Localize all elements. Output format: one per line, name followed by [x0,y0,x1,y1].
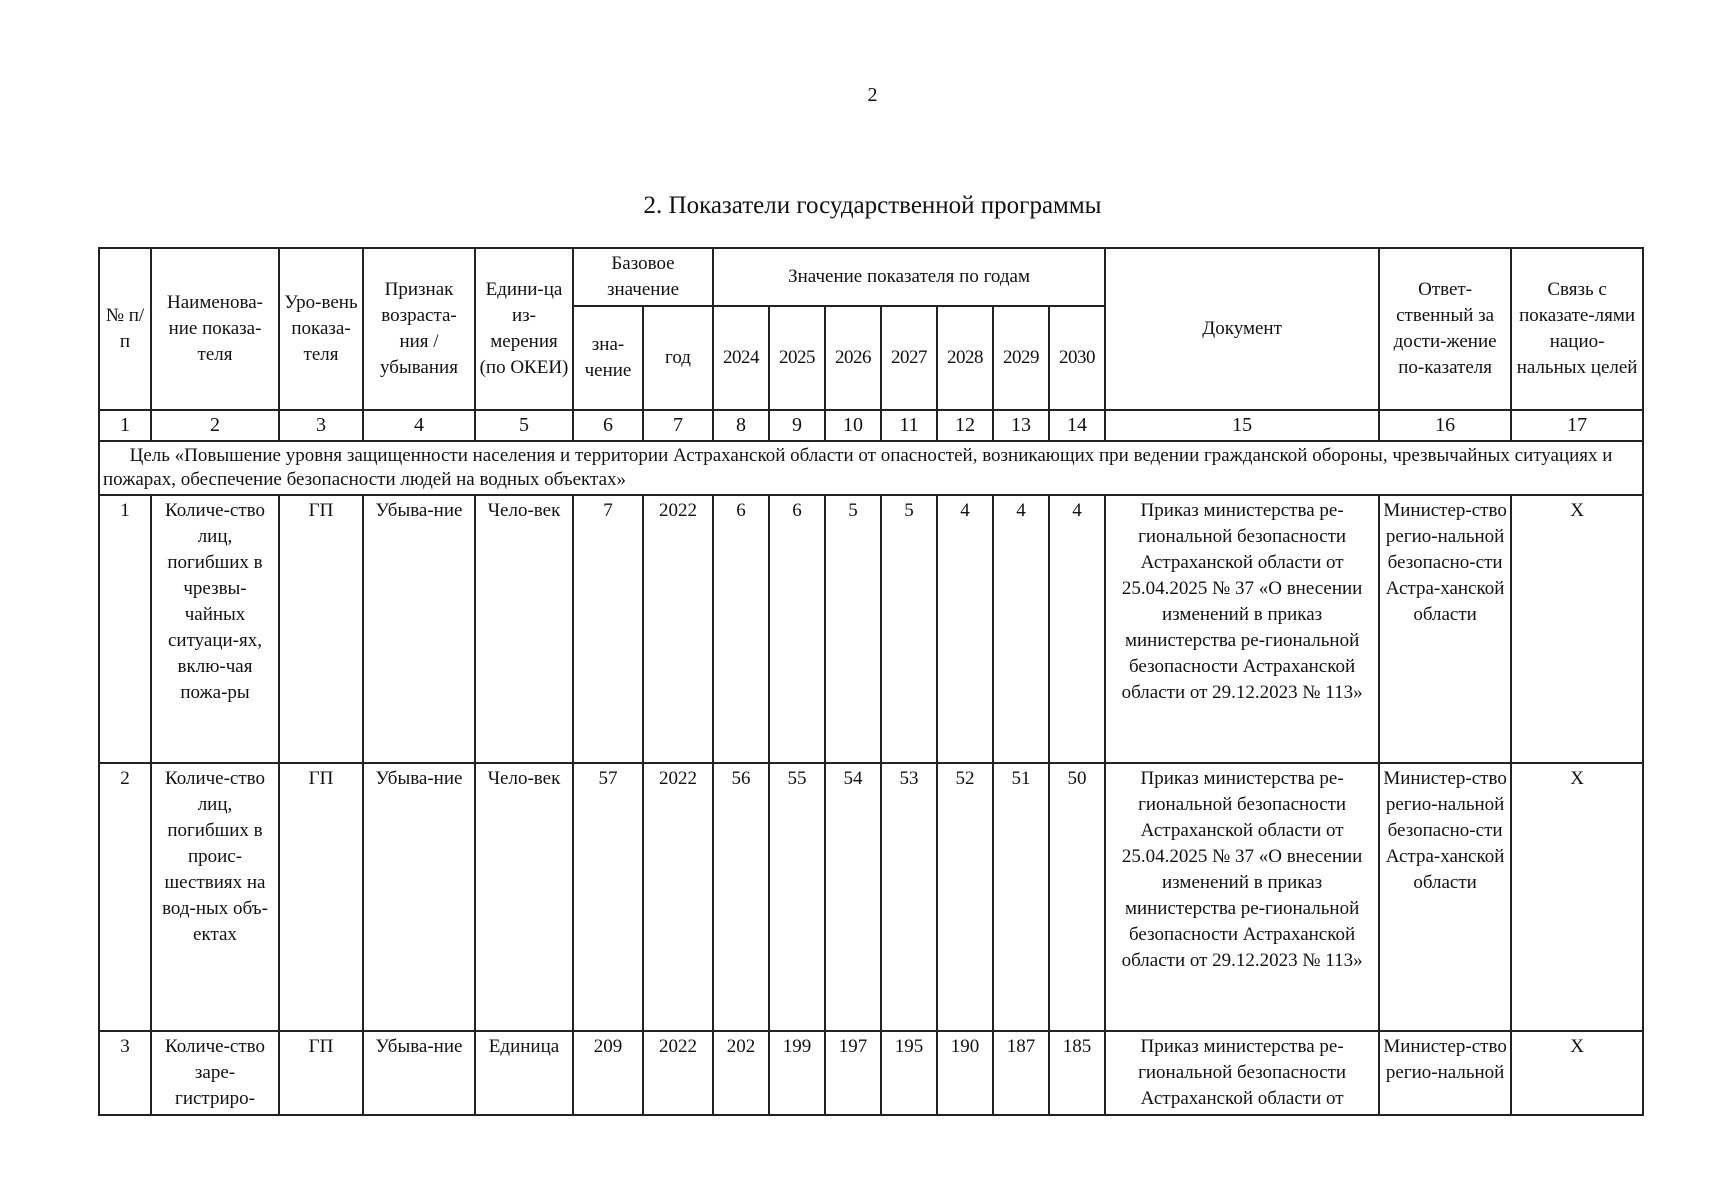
national-goal-link: X [1511,1031,1643,1115]
column-number: 15 [1105,410,1379,441]
year-value: 5 [825,495,881,763]
page-title: 2. Показатели государственной программы [643,192,1102,219]
col-header-by-years: Значение показателя по годам [713,248,1105,306]
year-value: 53 [881,763,937,1031]
national-goal-link: X [1511,763,1643,1031]
column-number: 13 [993,410,1049,441]
indicators-table [98,247,1644,1116]
header-row-1 [99,248,1643,306]
indicator-unit: Единица [475,1031,573,1115]
indicator-level: ГП [279,1031,363,1115]
row-number: 3 [99,1031,151,1115]
col-header-base-value: зна-чение [573,306,643,410]
table-row [99,763,1643,1031]
col-header-name: Наименова-ние показа-теля [151,248,279,410]
indicator-name: Количе-ство лиц, погибших в проис-шествиях на вод-ных объ-ектах [151,763,279,1031]
col-header-year: 2029 [993,306,1049,410]
column-number: 2 [151,410,279,441]
year-value: 55 [769,763,825,1031]
col-header-level: Уро-вень показа-теля [279,248,363,410]
year-value: 6 [769,495,825,763]
column-number: 3 [279,410,363,441]
col-header-trend: Признак возраста-ния / убывания [363,248,475,410]
year-value: 199 [769,1031,825,1115]
col-header-year: 2027 [881,306,937,410]
year-value: 51 [993,763,1049,1031]
year-value: 50 [1049,763,1105,1031]
year-value: 190 [937,1031,993,1115]
column-number: 12 [937,410,993,441]
indicator-unit: Чело-век [475,495,573,763]
column-number: 14 [1049,410,1105,441]
col-header-responsible: Ответ-ственный за дости-жение по-казателя [1379,248,1511,410]
indicator-name: Количе-ство заре-гистриро- [151,1031,279,1115]
col-header-year: 2026 [825,306,881,410]
column-number: 7 [643,410,713,441]
goal-row [99,441,1643,495]
indicator-trend: Убыва-ние [363,763,475,1031]
year-value: 5 [881,495,937,763]
base-year: 2022 [643,1031,713,1115]
column-number: 9 [769,410,825,441]
base-value: 57 [573,763,643,1031]
col-header-base: Базовое значение [573,248,713,306]
row-number: 1 [99,495,151,763]
year-value: 6 [713,495,769,763]
responsible-body: Министер-ство регио-нальной безопасно-сти Астра-ханской области [1379,495,1511,763]
base-value: 7 [573,495,643,763]
col-header-year: 2025 [769,306,825,410]
page-number: 2 [867,84,878,106]
goal-text: Цель «Повышение уровня защищенности населения и территории Астраханской области от опасностей, возникающих при ведении гражданской обороны, чрезвычайных ситуациях и пожарах, обеспечение безопасности людей на водных объектах» [99,441,1643,495]
year-value: 4 [1049,495,1105,763]
year-value: 52 [937,763,993,1031]
col-header-year: 2028 [937,306,993,410]
indicator-level: ГП [279,495,363,763]
year-value: 187 [993,1031,1049,1115]
col-header-unit: Едини-ца из-мерения (по ОКЕИ) [475,248,573,410]
column-number: 17 [1511,410,1643,441]
document-reference: Приказ министерства ре-гиональной безопасности Астраханской области от 25.04.2025 № 37 «О внесении изменений в приказ министерства ре-гиональной безопасности Астраханской области от 29.12.2023 № 113» [1105,763,1379,1031]
responsible-body: Министер-ство регио-нальной [1379,1031,1511,1115]
row-number: 2 [99,763,151,1031]
indicator-trend: Убыва-ние [363,1031,475,1115]
column-number: 5 [475,410,573,441]
document-reference: Приказ министерства ре-гиональной безопасности Астраханской области от 25.04.2025 № 37 «О внесении изменений в приказ министерства ре-гиональной безопасности Астраханской области от 29.12.2023 № 113» [1105,495,1379,763]
indicator-unit: Чело-век [475,763,573,1031]
table-row [99,495,1643,763]
col-header-base-year: год [643,306,713,410]
indicator-level: ГП [279,763,363,1031]
indicator-trend: Убыва-ние [363,495,475,763]
col-header-year: 2024 [713,306,769,410]
col-header-year: 2030 [1049,306,1105,410]
year-value: 56 [713,763,769,1031]
year-value: 4 [937,495,993,763]
year-value: 202 [713,1031,769,1115]
year-value: 4 [993,495,1049,763]
column-number: 16 [1379,410,1511,441]
column-number: 8 [713,410,769,441]
column-number: 1 [99,410,151,441]
indicator-name: Количе-ство лиц, погибших в чрезвы-чайных ситуаци-ях, вклю-чая пожа-ры [151,495,279,763]
column-number: 11 [881,410,937,441]
base-year: 2022 [643,763,713,1031]
column-number: 10 [825,410,881,441]
table-row [99,1031,1643,1115]
base-value: 209 [573,1031,643,1115]
column-numbers-row [99,410,1643,441]
col-header-link: Связь с показате-лями нацио-нальных целей [1511,248,1643,410]
national-goal-link: X [1511,495,1643,763]
col-header-no: № п/п [99,248,151,410]
column-number: 6 [573,410,643,441]
year-value: 54 [825,763,881,1031]
responsible-body: Министер-ство регио-нальной безопасно-сти Астра-ханской области [1379,763,1511,1031]
year-value: 195 [881,1031,937,1115]
column-number: 4 [363,410,475,441]
document-reference: Приказ министерства ре-гиональной безопасности Астраханской области от [1105,1031,1379,1115]
year-value: 197 [825,1031,881,1115]
year-value: 185 [1049,1031,1105,1115]
base-year: 2022 [643,495,713,763]
col-header-document: Документ [1105,248,1379,410]
